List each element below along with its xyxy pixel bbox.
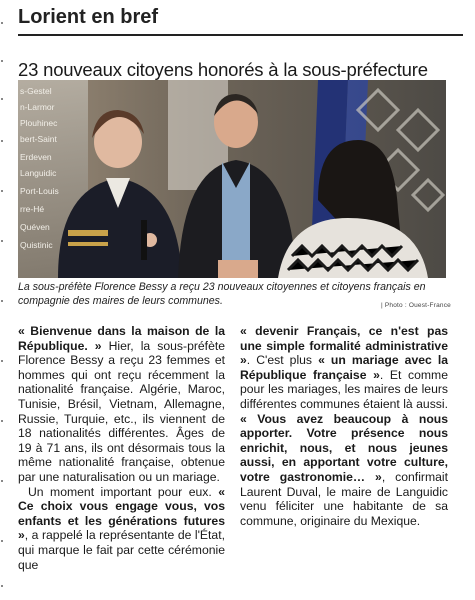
article-paragraph-2-cont: , a rappelé la représentante de l'État, qui marque le fait par cette cérémonie que — [18, 528, 225, 572]
article-headline: 23 nouveaux citoyens honorés à la sous-préfecture — [18, 59, 428, 81]
article-text: . C'est plus — [246, 353, 319, 368]
section-rule — [18, 34, 463, 36]
article-column-right — [240, 324, 448, 528]
background-sign-text: s-Gestel — [20, 86, 52, 96]
svg-text:Quistinic: Quistinic — [20, 240, 53, 250]
article-paragraph-1: Hier, la sous-préfète Florence Bessy a reçu 23 femmes et hommes qui ont reçu récemment la nationalité française. Algérie, Maroc, Tunisie, Brésil, Vietnam, Allemagne, Russie, Turquie, etc., ils viennent de 18 nationalités différentes. Âges de 19 à 71 ans, ils ont désormais tous la même nationalité française, obtenue par une naturalisation ou un mariage. — [18, 338, 226, 484]
article-photo — [18, 80, 446, 278]
article-paragraph-end: , confirmait Laurent Duval, le maire de Languidic venu féliciter une habitante de sa commune, originaire du Mexique. — [240, 469, 448, 528]
quote-formality: « devenir Français, ce n'est pas une simple formalité administrative » — [240, 324, 448, 368]
svg-text:Port-Louis: Port-Louis — [20, 186, 59, 196]
article-text: . Et comme pour les mariages, les maires de leurs différentes communes étaient là aussi. — [240, 367, 448, 411]
quote-choice: « Ce choix vous engage vous, vos enfants et les générations futures » — [18, 484, 225, 543]
svg-text:bert-Saint: bert-Saint — [20, 134, 57, 144]
photo-credit: | Photo : Ouest-France — [380, 302, 451, 309]
section-title: Lorient en bref — [18, 6, 159, 28]
quote-welcome: « Bienvenue dans la maison de la République. » — [18, 324, 225, 353]
svg-text:Plouhinec: Plouhinec — [20, 118, 58, 128]
photo-caption: La sous-préfète Florence Bessy a reçu 23 nouveaux citoyennes et citoyens français en compagnie des maires de leurs communes. — [18, 281, 426, 307]
svg-text:rre-Hé: rre-Hé — [20, 204, 45, 214]
page-margin-marks — [0, 0, 6, 600]
quote-mayor: « Vous avez beaucoup à nous apporter. Votre présence nous enrichit, nous, et nous jeunes aussi, en apportant votre culture, votre gastronomie… » — [240, 411, 448, 484]
quote-marriage: « un mariage avec la République française » — [240, 353, 449, 382]
article-paragraph-2-start: Un moment important pour eux. — [28, 484, 219, 499]
svg-text:Quéven: Quéven — [20, 222, 50, 232]
svg-text:Erdeven: Erdeven — [20, 152, 52, 162]
svg-text:Languidic: Languidic — [20, 168, 57, 178]
article-column-left — [18, 324, 225, 572]
svg-text:n-Larmor: n-Larmor — [20, 102, 55, 112]
